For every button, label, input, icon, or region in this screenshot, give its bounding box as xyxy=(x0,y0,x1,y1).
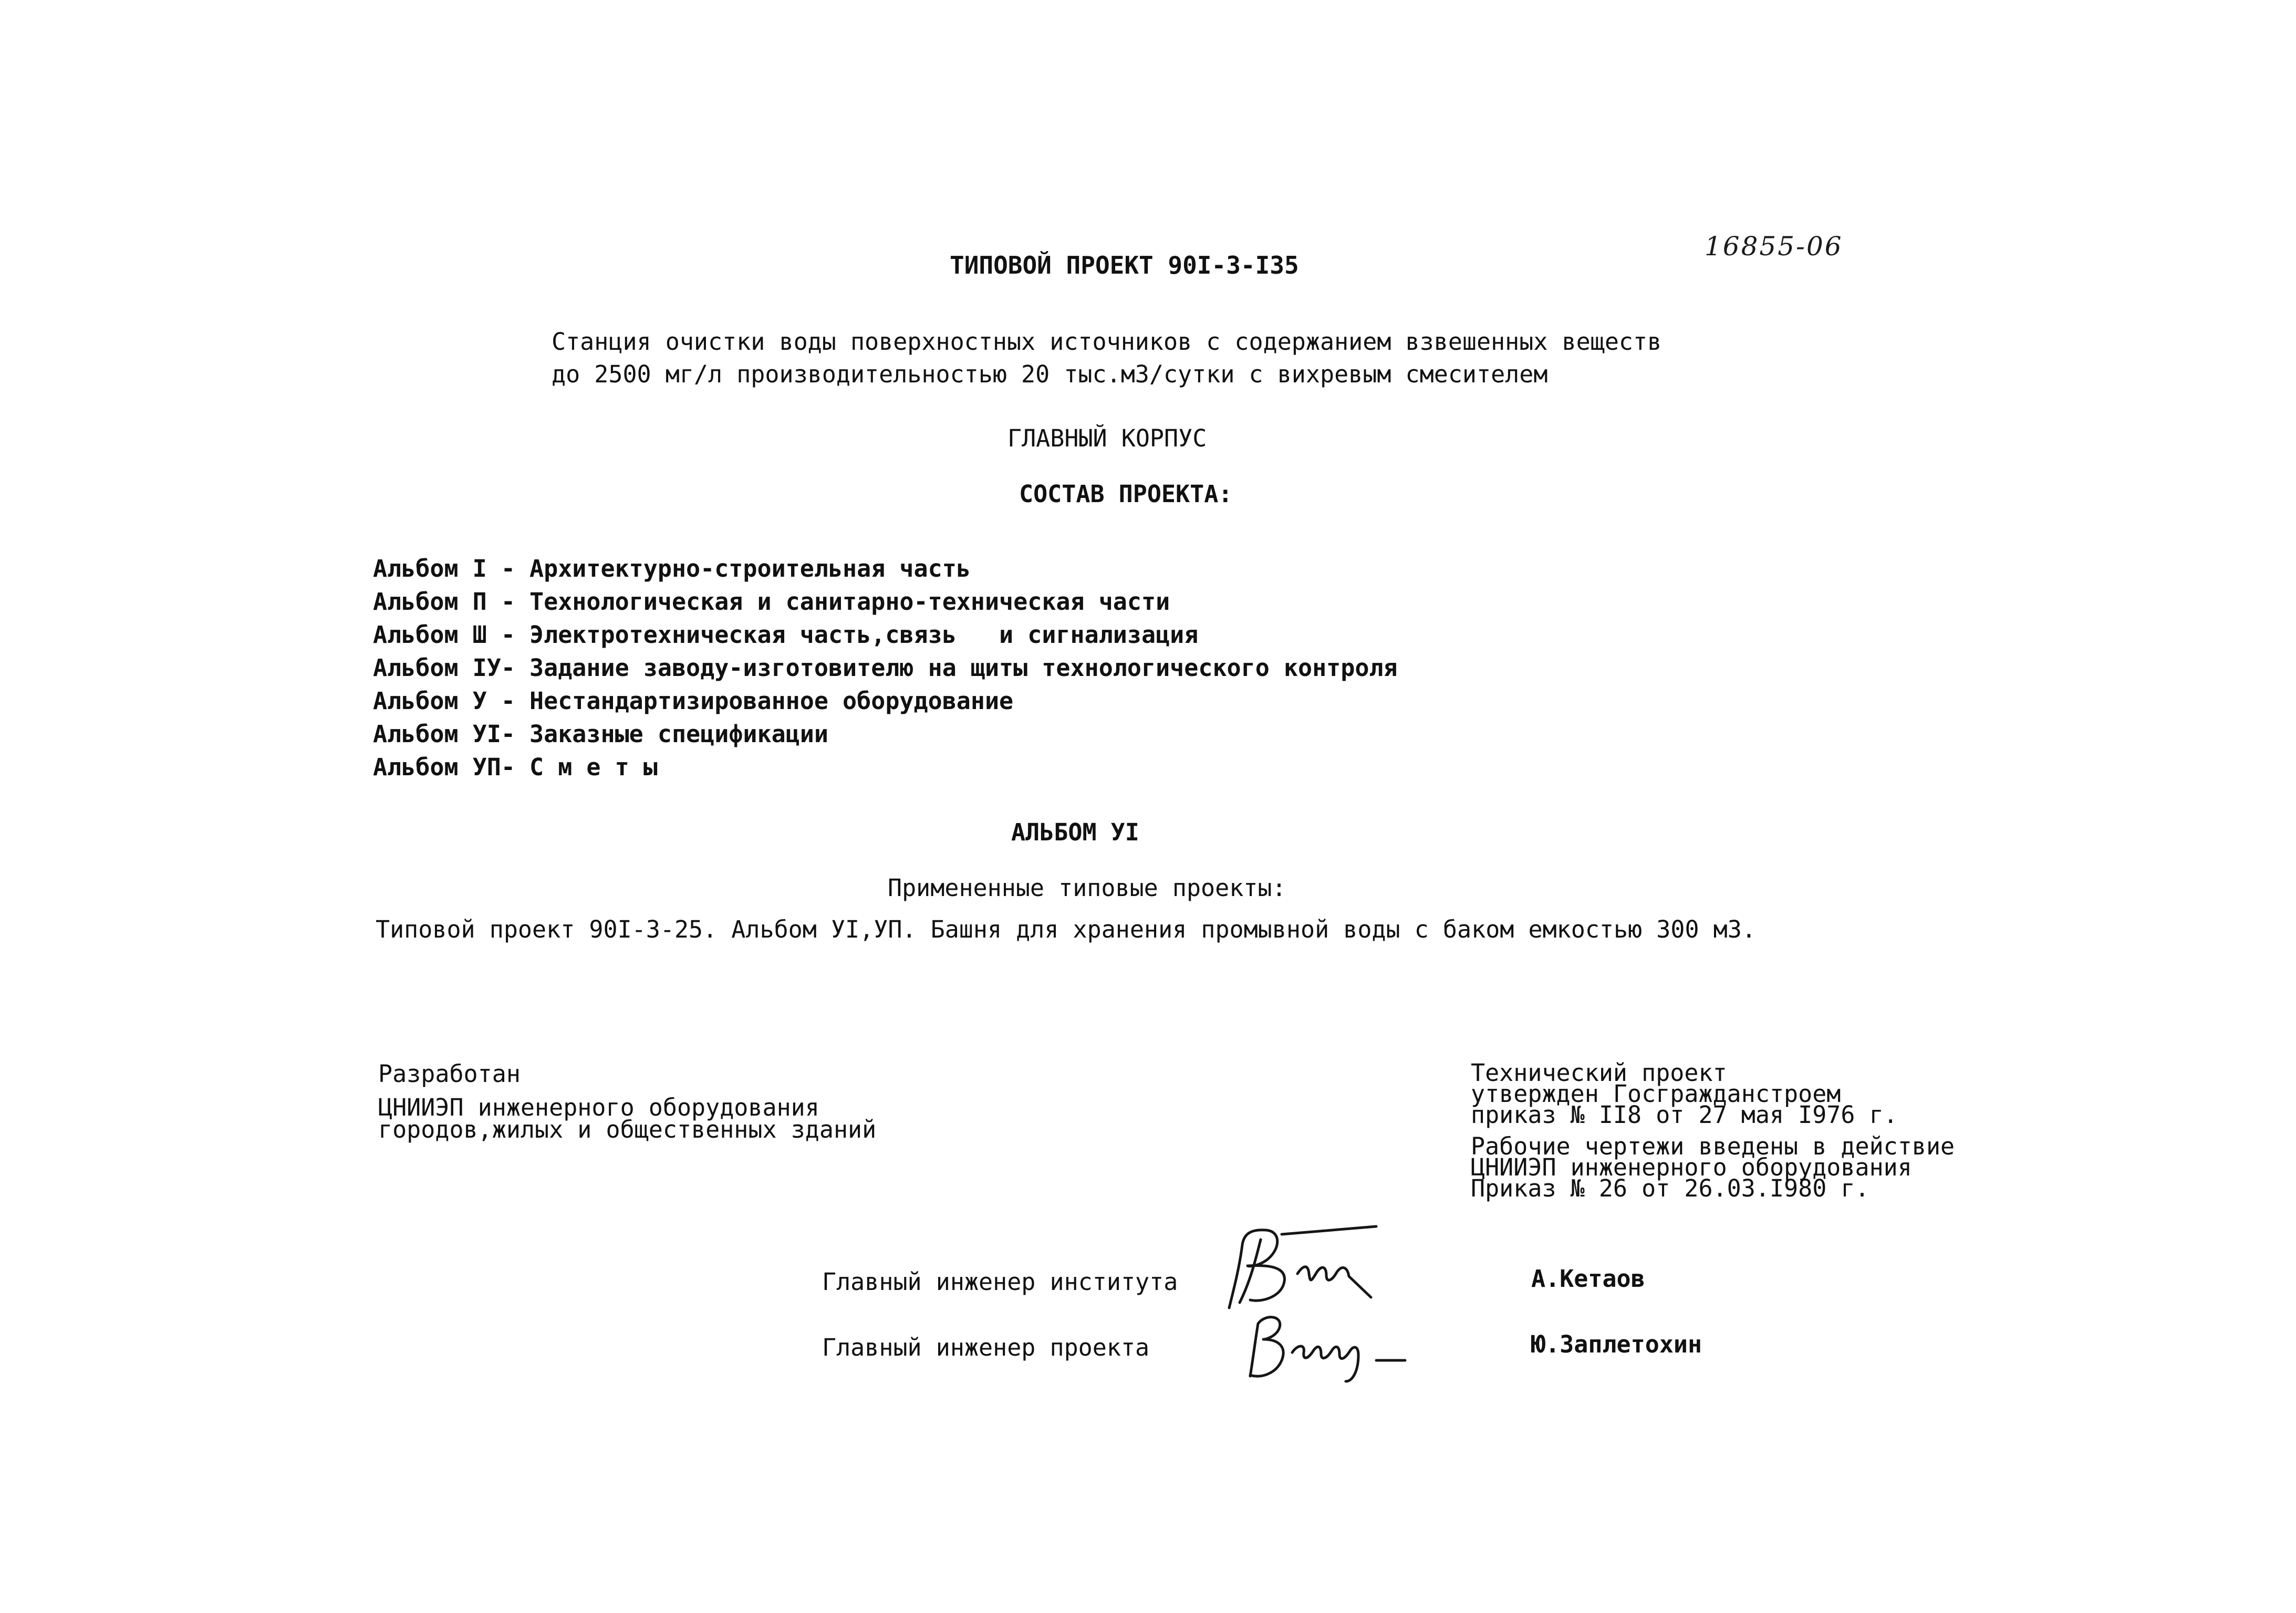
album-item: Альбом I - Архитектурно-строительная часть xyxy=(373,555,971,582)
signature-zapletokhin xyxy=(1234,1303,1424,1387)
signer-name-kataov: А.Кетаов xyxy=(1531,1265,1645,1293)
album-item: Альбом УI- Заказные спецификации xyxy=(373,720,828,748)
album-item: Альбом Ш - Электротехническая часть,связь и сигнализация xyxy=(373,621,1199,649)
building-title: ГЛАВНЫЙ КОРПУС xyxy=(1007,424,1207,452)
approval-line-2: утвержден Госгражданстроем xyxy=(1471,1080,1841,1108)
developer-org-line-1: ЦНИИЭП инженерного оборудования xyxy=(378,1094,819,1121)
composition-heading: СОСТАВ ПРОЕКТА: xyxy=(1019,480,1233,508)
approval-line-6: Приказ № 26 от 26.03.I980 г. xyxy=(1471,1174,1869,1202)
applied-heading: Примененные типовые проекты: xyxy=(888,874,1286,902)
signature-role-chief-institute: Главный инженер института xyxy=(822,1268,1178,1296)
description-line-2: до 2500 мг/л производительностью 20 тыс.м3/сутки с вихревым смесителем xyxy=(552,360,1548,388)
album-item: Альбом УП- С м е т ы xyxy=(373,753,658,781)
current-album: АЛЬБОМ УI xyxy=(1011,818,1139,846)
description-line-1: Станция очистки воды поверхностных источников с содержанием взвешенных веществ xyxy=(552,328,1662,356)
project-title: ТИПОВОЙ ПРОЕКТ 90I-3-I35 xyxy=(950,251,1299,279)
approval-line-1: Технический проект xyxy=(1471,1059,1727,1087)
album-item: Альбом IУ- Задание заводу-изготовителю на щиты технологического контроля xyxy=(373,654,1398,682)
applied-text: Типовой проект 90I-3-25. Альбом УI,УП. Башня для хранения промывной воды с баком емкостью 300 м3. xyxy=(376,915,1756,943)
album-item: Альбом У - Нестандартизированное оборудование xyxy=(373,687,1014,715)
developer-label: Разработан xyxy=(378,1060,521,1088)
approval-line-3: приказ № II8 от 27 мая I976 г. xyxy=(1471,1101,1898,1129)
signature-role-chief-project: Главный инженер проекта xyxy=(822,1334,1150,1361)
approval-line-5: ЦНИИЭП инженерного оборудования xyxy=(1471,1153,1912,1181)
album-item: Альбом П - Технологическая и санитарно-техническая части xyxy=(373,588,1170,616)
archive-number: 16855-06 xyxy=(1705,231,1843,262)
developer-org-line-2: городов,жилых и общественных зданий xyxy=(378,1116,877,1143)
approval-line-4: Рабочие чертежи введены в действие xyxy=(1471,1132,1955,1160)
signer-name-zapletokhin: Ю.Заплетохин xyxy=(1531,1330,1702,1358)
